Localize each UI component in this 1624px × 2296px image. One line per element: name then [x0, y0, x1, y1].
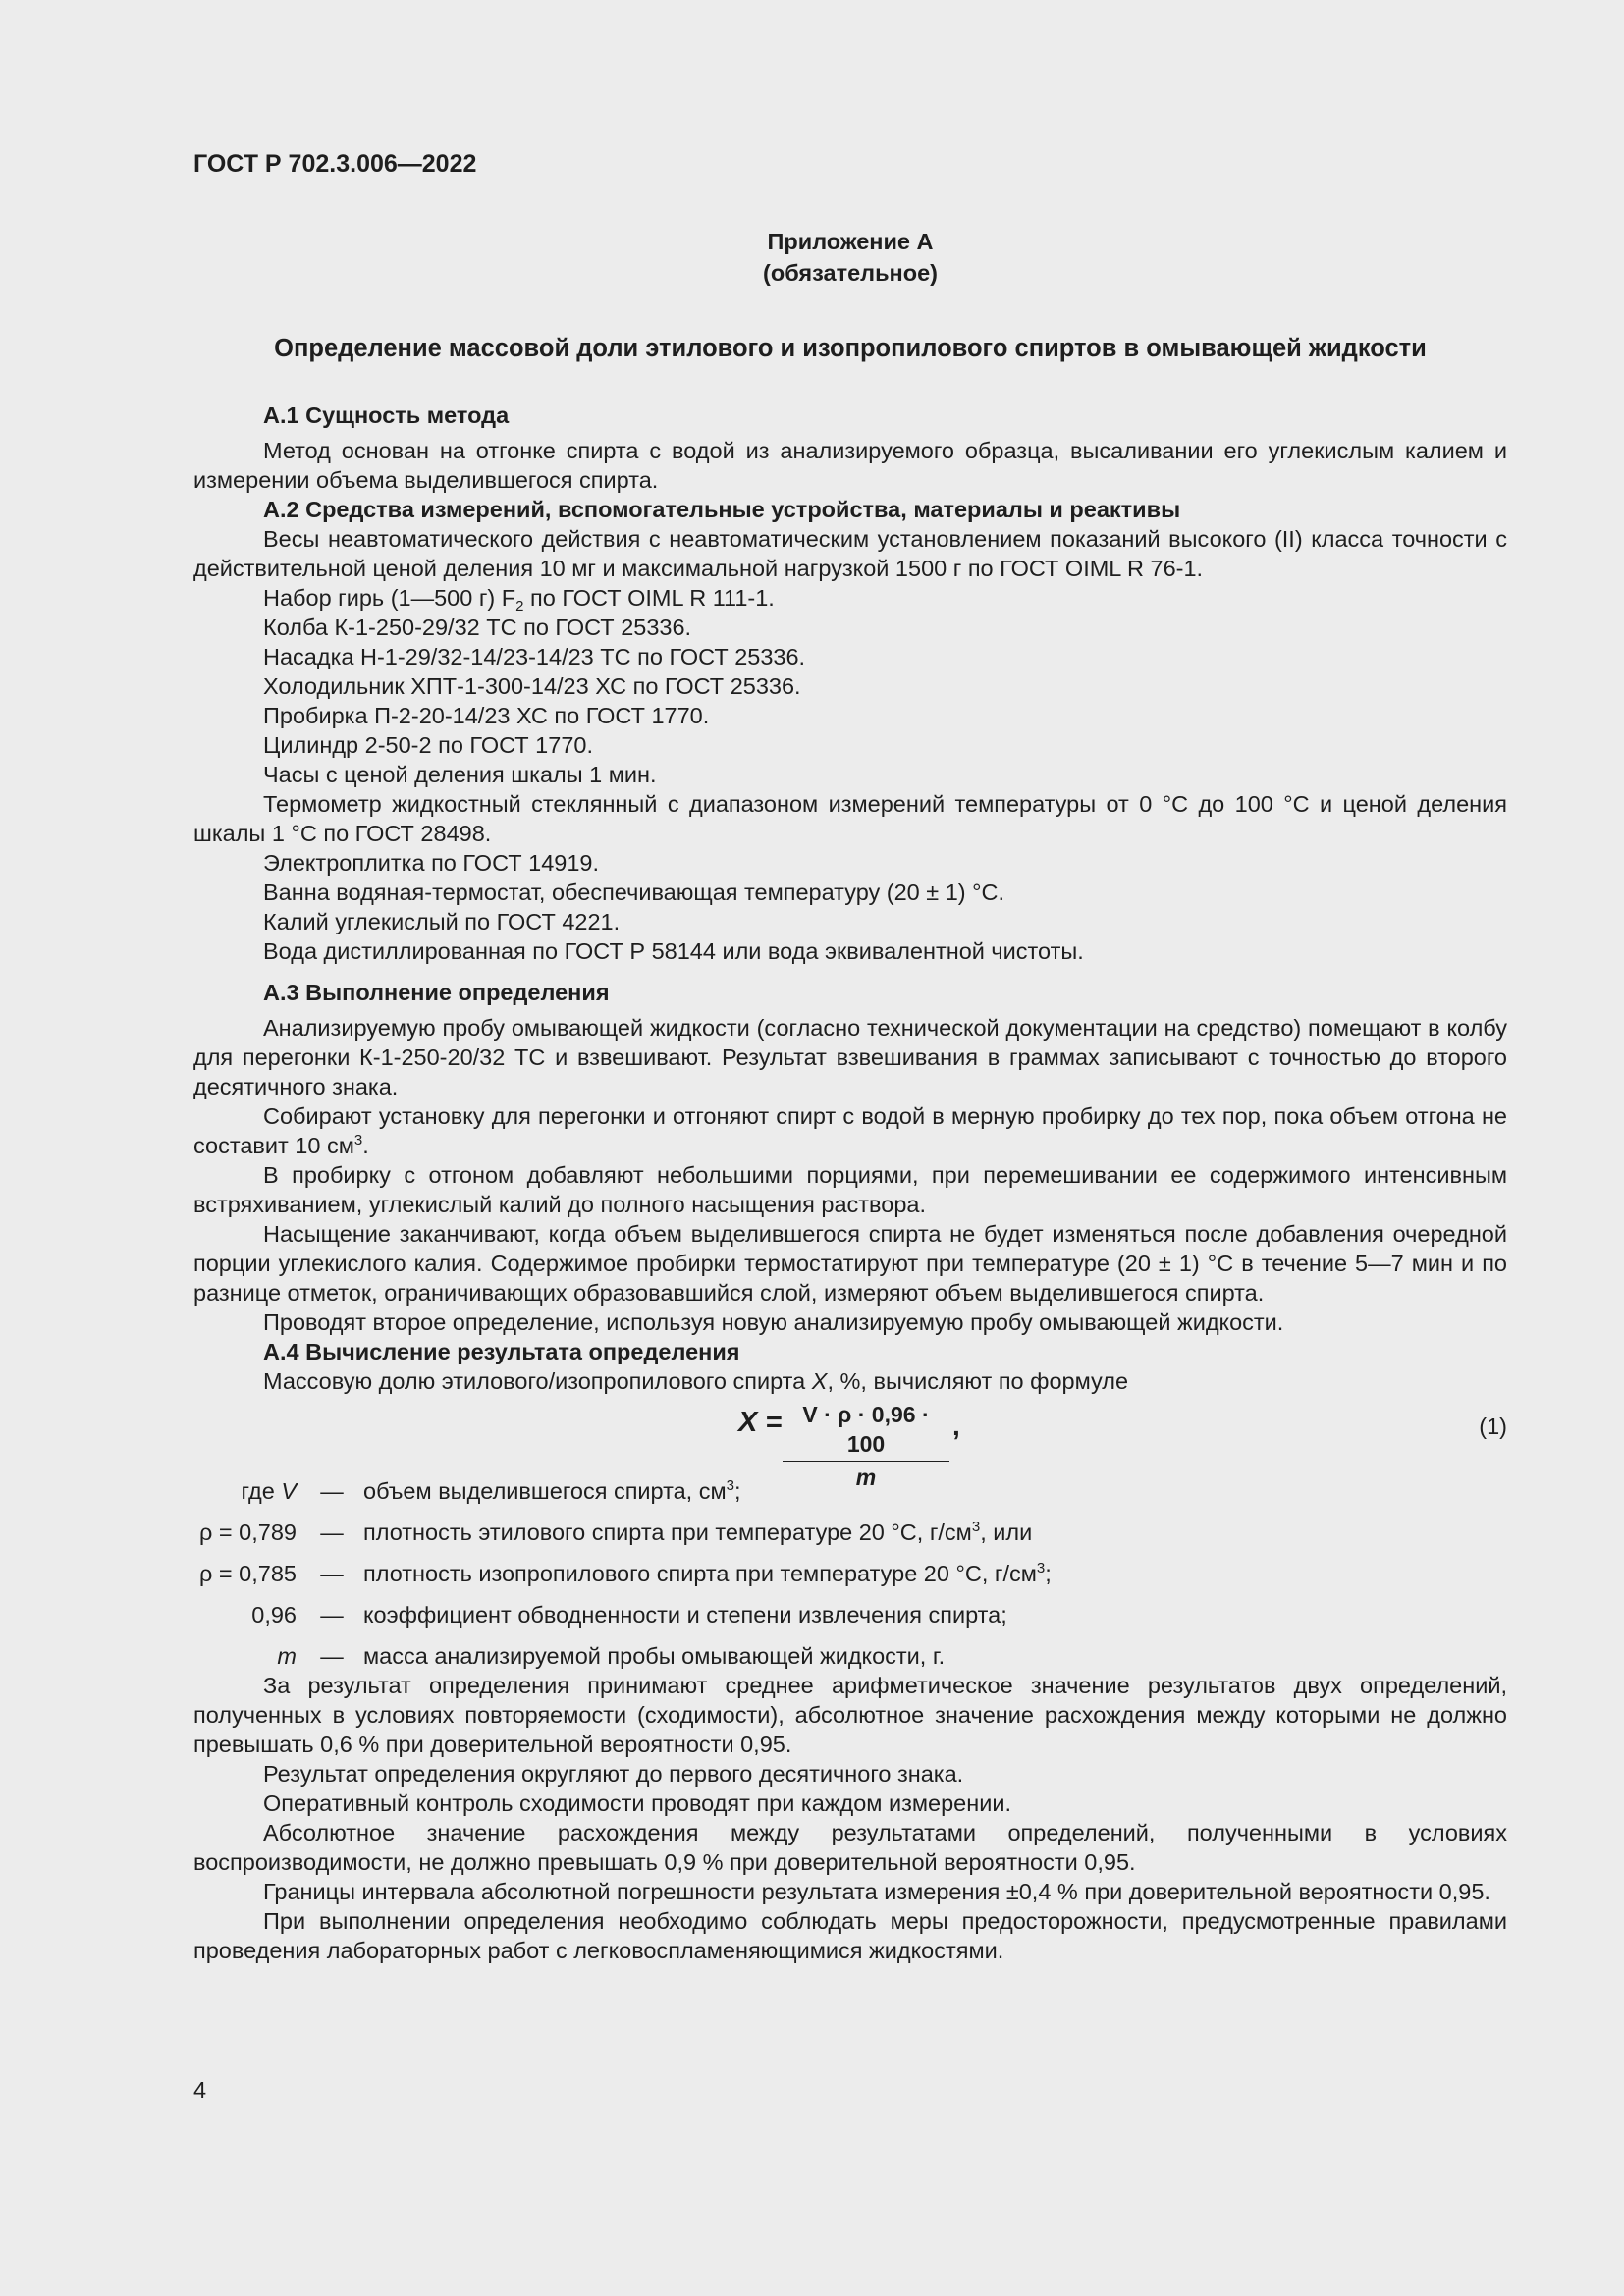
a2-item: Холодильник ХПТ-1-300-14/23 ХС по ГОСТ 25336. [263, 673, 801, 699]
standard-header: ГОСТ Р 702.3.006—2022 [193, 150, 477, 178]
a2-item: Термометр жидкостный стеклянный с диапазоном измерений температуры от 0 °С до 100 °С и ценой деления шкалы 1 °С по ГОСТ 28498. [193, 791, 1507, 846]
legend-symbol: ρ = 0,785 [199, 1561, 297, 1586]
page-number: 4 [193, 2077, 207, 2103]
a4-paragraph: Результат определения округляют до первого десятичного знака. [263, 1761, 964, 1787]
a2-item: Пробирка П-2-20-14/23 ХС по ГОСТ 1770. [263, 703, 710, 728]
a2-item: Весы неавтоматического действия с неавтоматическим установлением показаний высокого (II) класса точности с действительной ценой деления 10 мг и максимальной нагрузкой 1500 г по ГОСТ OIML R 76-1. [193, 526, 1507, 581]
legend-symbol: m [277, 1643, 297, 1669]
a2-item: Часы с ценой деления шкалы 1 мин. [263, 762, 657, 787]
a3-paragraph: В пробирку с отгоном добавляют небольшими порциями, при перемешивании ее содержимого интенсивным встряхиванием, углекислый калий до полного насыщения раствора. [193, 1162, 1507, 1217]
a3-paragraph: Насыщение заканчивают, когда объем выделившегося спирта не будет изменяться после добавления очередной порции углекислого калия. Содержимое пробирки термостатируют при температуре (20 ± 1) °С в течение 5—7 мин и по разнице отметок, ограничивающих образовавшийся слой, измеряют объем выделившегося спирта. [193, 1221, 1507, 1306]
formula-1 [193, 1400, 1507, 1490]
a2-item: Ванна водяная-термостат, обеспечивающая температуру (20 ± 1) °С. [263, 880, 1005, 905]
legend-description: плотность изопропилового спирта при температуре 20 °С, $г/см^3$; [363, 1560, 1052, 1586]
legend-description: объем выделившегося спирта, $см^3$; [363, 1477, 741, 1504]
variable-legend [193, 1476, 1052, 1682]
legend-row: 0,96 — коэффициент обводненности и степени извлечения спирта; [193, 1600, 1052, 1641]
a4-intro: Массовую долю этилового/изопропилового спирта X, %, вычисляют по формуле [263, 1368, 1129, 1394]
a3-paragraph: Проводят второе определение, используя новую анализируемую пробу омывающей жидкости. [263, 1309, 1284, 1335]
appendix-title: Определение массовой доли этилового и изопропилового спиртов в омывающей жидкости [274, 335, 1427, 362]
legend-row: ρ = 0,785 — плотность изопропилового спирта при температуре 20 °С, $г/см^3$; [193, 1559, 1052, 1600]
legend-description: масса анализируемой пробы омывающей жидкости, г. [363, 1643, 946, 1669]
legend-row: где V — объем выделившегося спирта, $см^3$; [193, 1476, 1052, 1518]
a2-item: Колба К-1-250-29/32 ТС по ГОСТ 25336. [263, 614, 692, 640]
legend-row: m — масса анализируемой пробы омывающей жидкости, г. [193, 1641, 1052, 1682]
legend-row: ρ = 0,789 — плотность этилового спирта при температуре 20 °С, $г/см^3$, или [193, 1518, 1052, 1559]
a2-item-weights: Набор гирь (1—500 г) $F_2$ по ГОСТ OIML R 111-1. [263, 585, 775, 614]
section-a2-heading: А.2 Средства измерений, вспомогательные устройства, материалы и реактивы [263, 497, 1181, 522]
a2-item: Вода дистиллированная по ГОСТ Р 58144 или вода эквивалентной чистоты. [263, 938, 1084, 964]
legend-description: коэффициент обводненности и степени извлечения спирта; [363, 1602, 1007, 1628]
formula-denominator: m [855, 1465, 877, 1490]
formula-numerator: V · ρ · 0,96 · 100 [783, 1400, 949, 1462]
a4-paragraph: Границы интервала абсолютной погрешности результата измерения ±0,4 % при доверительной вероятности 0,95. [263, 1879, 1490, 1904]
formula-fraction [783, 1400, 949, 1493]
a2-item: Цилиндр 2-50-2 по ГОСТ 1770. [263, 732, 593, 758]
a4-paragraph: При выполнении определения необходимо соблюдать меры предосторожности, предусмотренные правилами проведения лабораторных работ с легковоспламеняющимися жидкостями. [193, 1908, 1507, 1963]
section-a4-heading: А.4 Вычисление результата определения [263, 1339, 740, 1364]
a4-paragraph: За результат определения принимают среднее арифметическое значение результатов двух определений, полученных в условиях повторяемости (сходимости), абсолютное значение расхождения между которыми не должно превышать 0,6 % при доверительной вероятности 0,95. [193, 1673, 1507, 1757]
a4-paragraph: Оперативный контроль сходимости проводят при каждом измерении. [263, 1790, 1011, 1816]
section-a3-heading: А.3 Выполнение определения [263, 980, 610, 1005]
a2-item: Насадка Н-1-29/32-14/23-14/23 ТС по ГОСТ 25336. [263, 644, 806, 669]
equation-number: (1) [1479, 1414, 1507, 1439]
a3-paragraph: Собирают установку для перегонки и отгоняют спирт с водой в мерную пробирку до тех пор, пока объем отгона не составит 10 $см^3$. [193, 1103, 1507, 1158]
legend-symbol: ρ = 0,789 [199, 1520, 297, 1545]
formula-lhs: X = [738, 1407, 783, 1438]
appendix-heading [193, 226, 1507, 289]
legend-description: плотность этилового спирта при температуре 20 °С, $г/см^3$, или [363, 1519, 1033, 1545]
legend-symbol: 0,96 [251, 1602, 297, 1628]
legend-symbol: V [281, 1478, 297, 1504]
a3-paragraph: Анализируемую пробу омывающей жидкости (согласно технической документации на средство) помещают в колбу для перегонки К-1-250-20/32 ТС и взвешивают. Результат взвешивания в граммах записывают с точностью до второго десятичного знака. [193, 1015, 1507, 1099]
section-a1-text: Метод основан на отгонке спирта с водой из анализируемого образца, высаливании его углекислым калием и измерении объема выделившегося спирта. [193, 438, 1507, 493]
a4-paragraph: Абсолютное значение расхождения между результатами определений, полученными в условиях воспроизводимости, не должно превышать 0,9 % при доверительной вероятности 0,95. [193, 1820, 1507, 1875]
appendix-status: (обязательное) [763, 260, 938, 286]
section-a1-heading: А.1 Сущность метода [263, 402, 510, 428]
a2-item: Калий углекислый по ГОСТ 4221. [263, 909, 621, 934]
formula-comma: , [952, 1411, 960, 1441]
a2-item: Электроплитка по ГОСТ 14919. [263, 850, 600, 876]
appendix-label: Приложение А [767, 229, 934, 254]
document-body [193, 400, 1507, 1965]
